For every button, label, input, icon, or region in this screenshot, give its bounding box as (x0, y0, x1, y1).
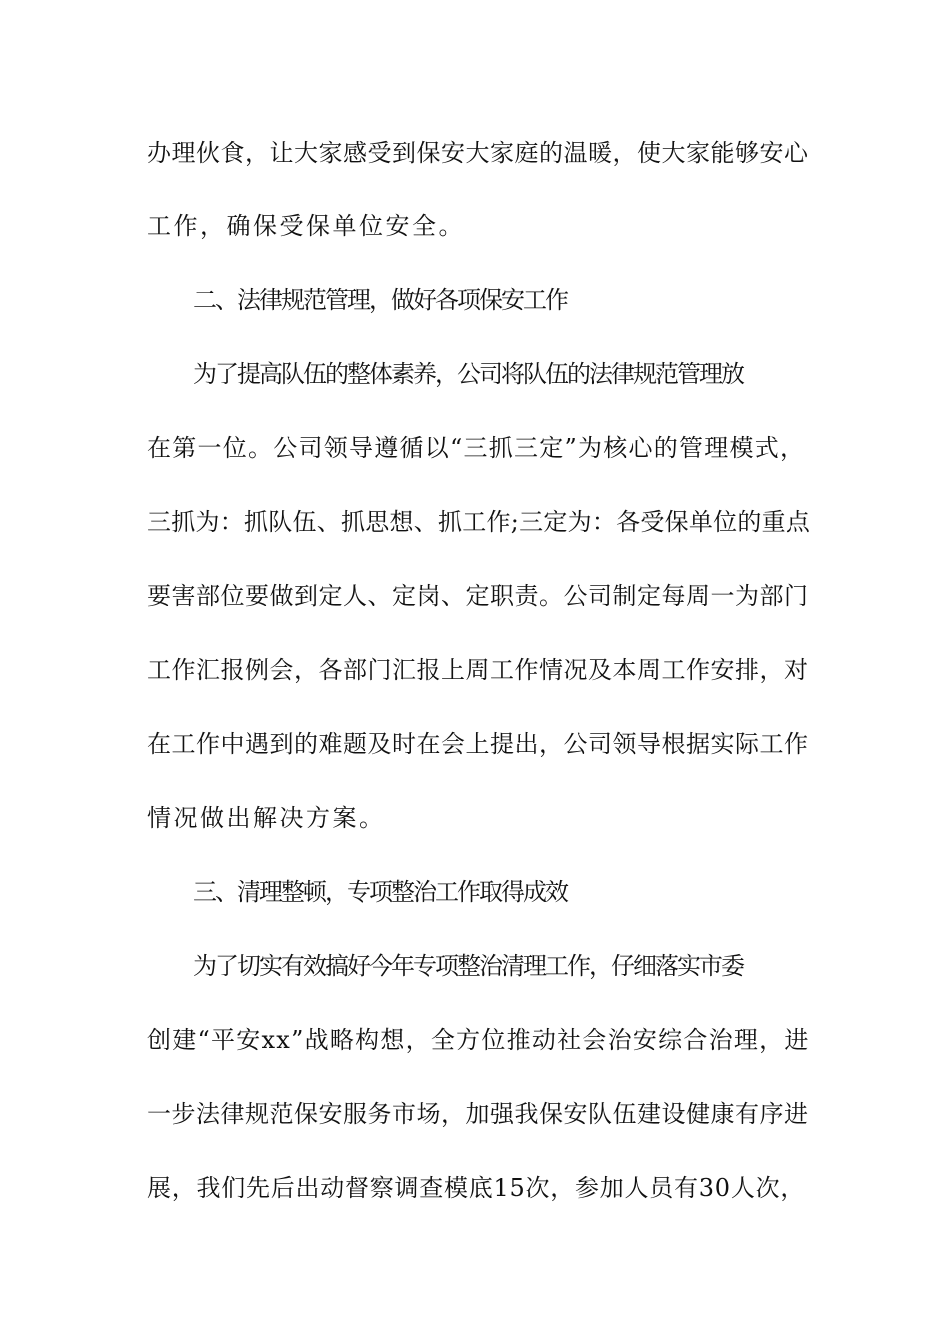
paragraph-line: 在第一位。公司领导遵循以“三抓三定”为核心的管理模式， (147, 434, 806, 462)
paragraph-line: 展，我们先后出动督察调查模底15次，参加人员有30人次， (147, 1174, 806, 1202)
paragraph-line: 办理伙食，让大家感受到保安大家庭的温暖，使大家能够安心 (147, 139, 809, 167)
section-heading: 二、法律规范管理，做好各项保安工作 (193, 286, 567, 314)
paragraph-line: 要害部位要做到定人、定岗、定职责。公司制定每周一为部门 (147, 582, 809, 610)
paragraph-line: 在工作中遇到的难题及时在会上提出，公司领导根据实际工作 (147, 730, 809, 758)
section-heading: 三、清理整顿，专项整治工作取得成效 (193, 878, 567, 906)
paragraph-line: 为了切实有效搞好今年专项整治清理工作，仔细落实市委 (193, 952, 743, 980)
paragraph-line: 情况做出解决方案。 (147, 804, 386, 832)
paragraph-line: 工作汇报例会，各部门汇报上周工作情况及本周工作安排，对 (147, 656, 809, 684)
paragraph-line: 为了提高队伍的整体素养，公司将队伍的法律规范管理放 (193, 360, 743, 388)
paragraph-line: 一步法律规范保安服务市场，加强我保安队伍建设健康有序进 (147, 1100, 809, 1128)
paragraph-line: 三抓为：抓队伍、抓思想、抓工作;三定为：各受保单位的重点 (147, 508, 811, 536)
paragraph-line: 创建“平安xx”战略构想，全方位推动社会治安综合治理，进 (147, 1026, 810, 1054)
paragraph-line: 工作，确保受保单位安全。 (147, 212, 465, 240)
